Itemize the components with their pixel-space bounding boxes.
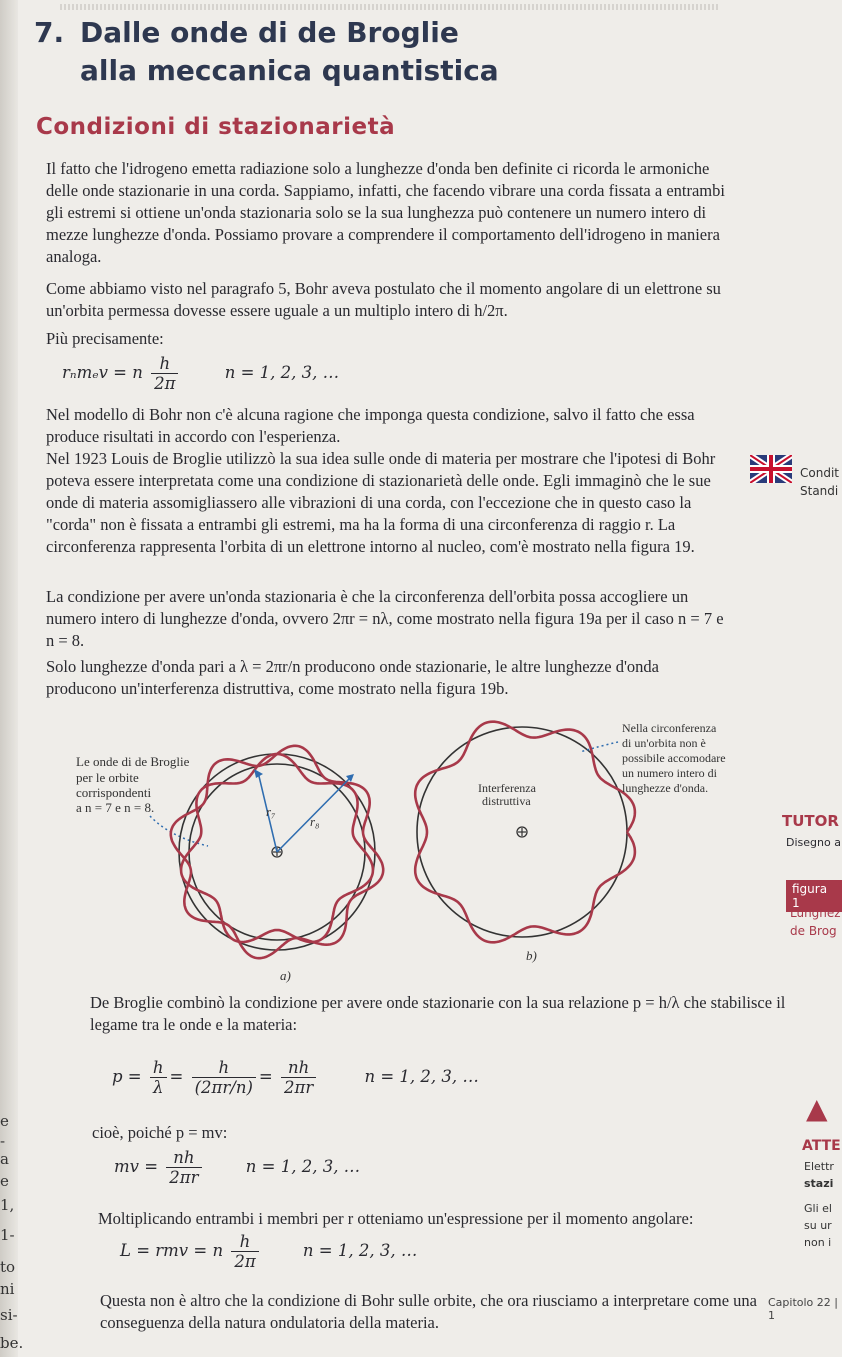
eq2-frac2 <box>192 1058 256 1097</box>
fig-cap-line1: Lunghez <box>790 906 841 920</box>
eq2-f3-den: 2πr <box>283 1078 314 1097</box>
eq1-frac <box>151 354 178 393</box>
chapter-number: 7. <box>34 16 65 49</box>
warning-icon: ▲ <box>806 1092 828 1125</box>
paragraph-7: Solo lunghezze d'onda pari a λ = 2πr/n producono onde stazionarie, le altre lunghezze d'onda producono un'interferenza distruttiva, come mostrato nella figura 19b. <box>46 657 659 698</box>
label-b-note-4: un numero intero di <box>622 766 717 780</box>
eq4-num: h <box>231 1232 258 1252</box>
left-fragment-8: si- <box>0 1306 18 1324</box>
atte-line4: su ur <box>804 1219 832 1232</box>
paragraph-9: cioè, poiché p = mv: <box>92 1123 228 1142</box>
figure-tag: figura 1 <box>786 880 842 912</box>
tutor-heading: TUTOR <box>782 812 839 830</box>
eq2-lhs: p = <box>112 1067 142 1086</box>
atte-line5: non i <box>804 1236 832 1249</box>
left-fragment-9: be. <box>0 1334 24 1352</box>
label-a-line3: corrispondenti <box>76 785 152 800</box>
attention-text <box>804 1158 834 1251</box>
eq4-cond: n = 1, 2, 3, … <box>302 1241 418 1260</box>
paragraph-6: La condizione per avere un'onda stazionaria è che la circonferenza dell'orbita possa accogliere un numero intero di lunghezze d'onda, ovvero 2πr = nλ, come mostrato nella figura 19a per il caso n = 7 e n = 8. <box>46 587 724 650</box>
paragraph-1: Il fatto che l'idrogeno emetta radiazione solo a lunghezze d'onda ben definite ci ricorda le armoniche delle onde stazionarie in una corda. Sappiamo, infatti, che facendo vibrare una corda fissata a entrambi gli estremi si ottiene un'onda stazionaria solo se la sua lunghezza può contenere un numero intero di mezze lunghezze d'onda. Possiamo provare a comprendere il comportamento dell'idrogeno in maniera analoga. <box>46 159 725 266</box>
atte-line1: Elettr <box>804 1160 834 1173</box>
attention-heading: ATTE <box>802 1138 841 1154</box>
eq3-cond: n = 1, 2, 3, … <box>245 1157 361 1176</box>
uk-flag-icon <box>750 455 792 483</box>
r7-label: r₇ <box>266 804 276 819</box>
left-fragment-0: e <box>0 1112 9 1130</box>
label-b-interference-2: distruttiva <box>482 794 531 808</box>
atte-line2: stazi <box>804 1177 834 1190</box>
label-b-note-2: di un'orbita non è <box>622 736 706 750</box>
paragraph-4: Nel modello di Bohr non c'è alcuna ragione che imponga questa condizione, salvo il fatto che essa produce risultati in accordo con l'esperienza. <box>46 405 695 446</box>
label-b-note-3: possibile accomodare <box>622 751 726 765</box>
equation-1 <box>62 354 339 393</box>
paragraph-11: Questa non è altro che la condizione di Bohr sulle orbite, che ora riusciamo a interpretare come una conseguenza della natura ondulatoria della materia. <box>100 1291 757 1332</box>
eq4-frac <box>231 1232 258 1271</box>
chapter-title-line2: alla meccanica quantistica <box>80 54 499 87</box>
equation-3 <box>114 1148 360 1187</box>
r8-label: r₈ <box>310 814 320 829</box>
left-fragment-7: ni <box>0 1280 15 1298</box>
tutor-disegno: Disegno a <box>786 836 841 849</box>
left-fragment-5: 1- <box>0 1226 15 1244</box>
equation-4 <box>120 1232 417 1271</box>
label-b-note-5: lunghezze d'onda. <box>622 781 709 795</box>
left-fragment-3: e <box>0 1172 9 1190</box>
caption-a: a) <box>280 968 291 983</box>
eq2-f2-num: h <box>192 1058 256 1078</box>
section-title: Condizioni di stazionarietà <box>36 114 396 140</box>
eq4-den: 2π <box>234 1252 256 1271</box>
fig-cap-line2: de Brog <box>790 924 837 938</box>
left-fragment-2: a <box>0 1150 9 1168</box>
eq3-den: 2πr <box>169 1168 199 1187</box>
label-a-line4: a n = 7 e n = 8. <box>76 800 155 815</box>
eq3-num: nh <box>166 1148 201 1168</box>
page-footer: Capitolo 22 | 1 <box>768 1296 838 1322</box>
caption-b: b) <box>526 948 537 963</box>
label-b-pointer <box>580 742 618 752</box>
equation-2: p = $\frac{h}{\lambda}$ = $\frac{h}{(2\pi r/n)}$ = $\frac{nh}{2\pi r}$ n = 1, 2, 3, … <box>112 1058 479 1097</box>
eq4-lhs: L = rmv = n <box>120 1241 224 1260</box>
paragraph-10: Moltiplicando entrambi i membri per r otteniamo un'espressione per il momento angolare: <box>98 1209 694 1228</box>
left-fragment-4: 1, <box>0 1196 15 1214</box>
eq2-f1-num: h <box>150 1058 167 1078</box>
eq1-num: h <box>151 354 178 374</box>
figure-19 <box>60 712 760 984</box>
eq2-frac3 <box>281 1058 316 1097</box>
left-fragment-6: to <box>0 1258 16 1276</box>
eq2-f1-den: λ <box>152 1078 164 1097</box>
eq3-lhs: mv = <box>114 1157 159 1176</box>
label-a-line2: per le orbite <box>76 770 139 785</box>
eq2-f2-den: (2πr/n) <box>194 1078 253 1097</box>
paragraph-8: De Broglie combinò la condizione per avere onde stazionarie con la sua relazione p = h/λ che stabilisce il legame tra le onde e la materia: <box>90 993 786 1034</box>
eq1-lhs: rₙmₑv = n <box>62 363 143 382</box>
paragraph-2: Come abbiamo visto nel paragrafo 5, Bohr aveva postulato che il momento angolare di un elettrone su un'orbita permessa dovesse essere uguale a un multiplo intero di h/2π. <box>46 279 721 320</box>
paragraph-3: Più precisamente: <box>46 329 164 348</box>
eq1-cond: n = 1, 2, 3, … <box>224 363 340 382</box>
eq2-frac1 <box>150 1058 167 1097</box>
left-fragment-1: - <box>0 1132 6 1150</box>
top-strip <box>60 4 720 10</box>
paragraph-5: Nel 1923 Louis de Broglie utilizzò la sua idea sulle onde di materia per mostrare che l'ipotesi di Bohr poteva essere interpretata come una condizione di stazionarietà delle onde. Egli immaginò che le sue onde di materia assomigliassero alle vibrazioni di una corda, con l'eccezione che in questo caso la "corda" non è fissata a entrambi gli estremi, ma ha la forma di una circonferenza di raggio r. La circonferenza rappresenta l'orbita di un elettrone intorno al nucleo, com'è mostrato nella figura 19. <box>46 449 716 556</box>
figure-caption-side <box>790 904 841 940</box>
label-b-note-1: Nella circonferenza <box>622 721 717 735</box>
eq3-frac <box>166 1148 201 1187</box>
eq1-den: 2π <box>154 374 176 393</box>
eq2-f3-num: nh <box>281 1058 316 1078</box>
atte-line3: Gli el <box>804 1202 832 1215</box>
sidebar-condit: Condit <box>800 466 839 480</box>
chapter-title <box>34 14 499 90</box>
label-b-interference-1: Interferenza <box>478 781 536 795</box>
eq2-cond: n = 1, 2, 3, … <box>364 1067 479 1086</box>
label-a-line1: Le onde di de Broglie <box>76 754 190 769</box>
chapter-title-line1: Dalle onde di de Broglie <box>80 16 459 49</box>
sidebar-stand: Standi <box>800 484 839 498</box>
